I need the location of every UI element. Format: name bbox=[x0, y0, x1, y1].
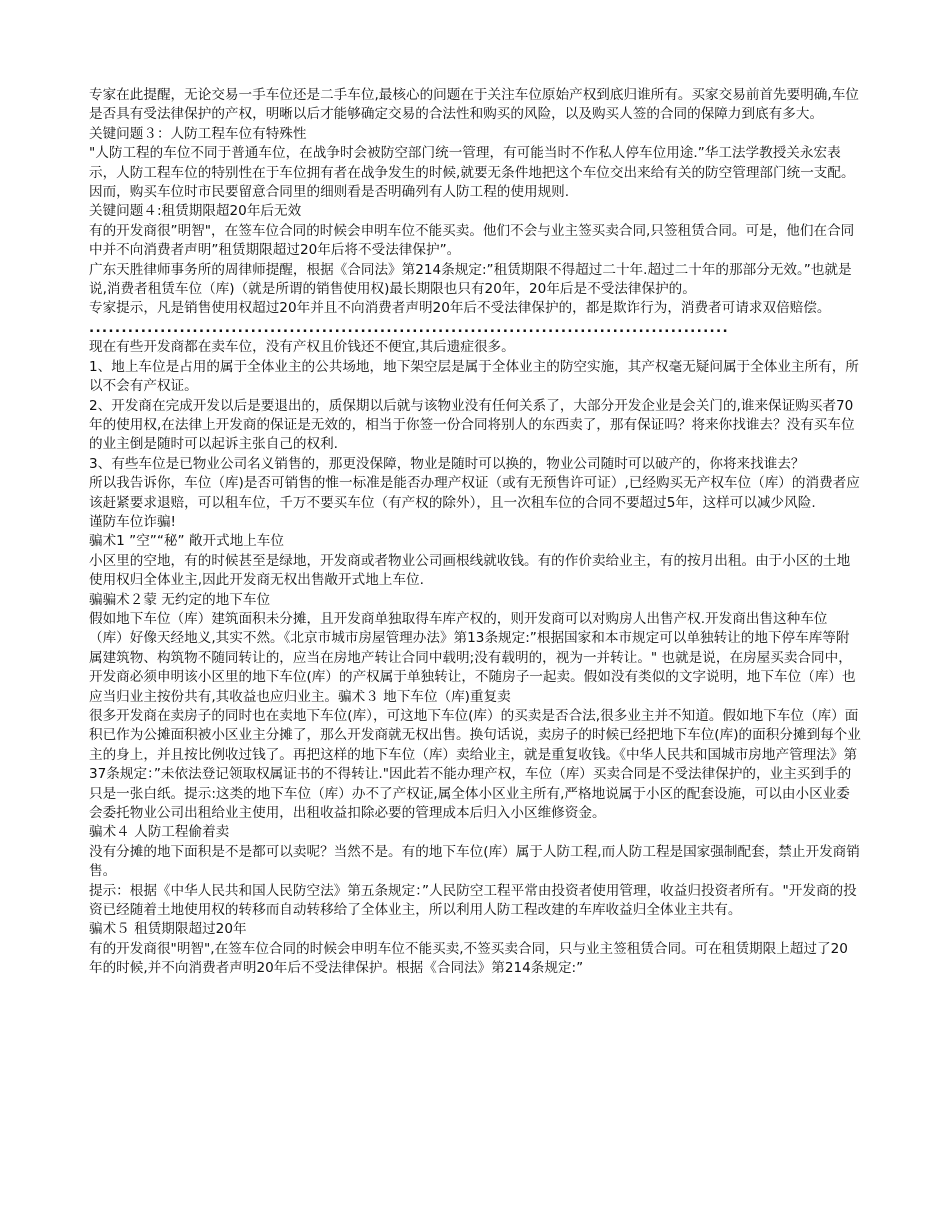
heading-key-issue-3: 关键问题３：人防工程车位有特殊性 bbox=[89, 125, 307, 142]
paragraph-trick-3: 很多开发商在卖房子的同时也在卖地下车位(库），可这地下车位(库）的买卖是否合法,很多业主并不知道。假如地下车位（库）面积已作为公摊面积被小区业主分摊了，那么开发商就无权出售。换句话说，卖房子的时候已经把地下车位(库)的面积分摊到每个业主的身上，并且按比例收过钱了。再把这样的地下车位（库）卖给业主，就是重复收钱。《中华人民共和国城市房地产管理法》第37条规定：”未依法登记领取权属证书的不得转让."因此若不能办理产权，车位（库）买卖合同是不受法律保护的，业主买到手的只是一张白纸。提示:这类的地下车位（库）办不了产权证,属全体小区业主所有,严格地说属于小区的配套设施，可以由小区业委会委托物业公司出租给业主使用，出租收益扣除必要的管理成本后归入小区维修资金。 bbox=[89, 708, 861, 822]
paragraph-civil-defense-parking: "人防工程的车位不同于普通车位，在战争时会被防空部门统一管理，有可能当时不作私人停车位用途.”华工法学教授关永宏表示，人防工程车位的特别性在于车位拥有者在战争发生的时候,就要无条件地把这个车位交出来给有关的防空管理部门统一支配。因而，购买车位时市民要留意合同里的细则看是否明确列有人防工程的使用规则. bbox=[89, 145, 855, 201]
paragraph-expert-reminder: 专家在此提醒，无论交易一手车位还是二手车位,最核心的问题在于关注车位原始产权到底归谁所有。买家交易前首先要明确,车位是否具有受法律保护的产权，明晰以后才能够确定交易的合法性和购买的风险，以及购买人签的合同的保障力到底有多大。 bbox=[89, 87, 859, 123]
heading-beware-fraud: 谨防车位诈骗! bbox=[89, 513, 177, 530]
paragraph-conclusion: 所以我告诉你，车位（库)是否可销售的惟一标准是能否办理产权证（或有无预售许可证）,已经购买无产权车位（库）的消费者应该赶紧要求退赔，可以租车位，千万不要买车位（有产权的除外），且一次租车位的合同不要超过5年，这样可以减少风险. bbox=[89, 475, 860, 511]
heading-trick-4: 骗术４ 人防工程偷着卖 bbox=[89, 824, 230, 841]
paragraph-trick-2: 假如地下车位（库）建筑面积未分摊，且开发商单独取得车库产权的，则开发商可以对购房人出售产权.开发商出售这种车位（库）好像天经地义,其实不然。《北京市城市房屋管理办法》第13条规定:”根据国家和本市规定可以单独转让的地下停车库等附属建筑物、构筑物不随同转让的，应当在房地产转让合同中载明;没有载明的，视为一并转让。" 也就是说，在房屋买卖合同中，开发商必须申明该小区里的地下车位(库）的产权属于单独转让，不随房子一起卖。假如没有类似的文字说明，地下车位（库）也应当归业主按份共有,其收益也应归业主。骗术３ 地下车位（库)重复卖 bbox=[89, 610, 856, 705]
paragraph-trick-4-tip: 提示：根据《中华人民共和国人民防空法》第五条规定：”人民防空工程平常由投资者使用管理，收益归投资者所有。"开发商的投资已经随着土地使用权的转移而自动转移给了全体业主，所以利用人防工程改建的车库收益归全体业主共有。 bbox=[89, 882, 857, 919]
list-item-3: 3、有些车位是已物业公司名义销售的，那更没保障，物业是随时可以换的，物业公司随时可以破产的，你将来找谁去？ bbox=[89, 455, 805, 472]
heading-trick-2: 骗骗术２蒙 无约定的地下车位 bbox=[89, 591, 271, 608]
paragraph-trick-4: 没有分摊的地下面积是不是都可以卖呢？当然不是。有的地下车位(库）属于人防工程,而人防工程是国家强制配套，禁止开发商销售。 bbox=[89, 843, 860, 880]
list-item-1: 1、地上车位是占用的属于全体业主的公共场地，地下架空层是属于全体业主的防空实施，其产权毫无疑问属于全体业主所有，所以不会有产权证。 bbox=[89, 358, 859, 395]
paragraph-trick-1: 小区里的空地，有的时候甚至是绿地，开发商或者物业公司画根线就收钱。有的作价卖给业主，有的按月出租。由于小区的土地使用权归全体业主,因此开发商无权出售敞开式地上车位. bbox=[89, 552, 851, 589]
paragraph-trick-5: 有的开发商很"明智",在签车位合同的时候会申明车位不能买卖,不签买卖合同，只与业主签租赁合同。可在租赁期限上超过了20年的时候,并不向消费者声明20年后不受法律保护。根据《合同法》第214条规定:” bbox=[89, 940, 848, 977]
paragraph-lawyer-reminder: 广东天胜律师事务所的周律师提醒，根据《合同法》第214条规定:”租赁期限不得超过二十年.超过二十年的那部分无效。”也就是说,消费者租赁车位（库)（就是所谓的销售使用权)最长期限也只有20年，20年后是不受法律保护的。 bbox=[89, 261, 852, 298]
paragraph-expert-tip: 专家提示，凡是销售使用权超过20年并且不向消费者声明20年后不受法律保护的，都是欺诈行为，消费者可请求双倍赔偿。 bbox=[89, 300, 831, 317]
paragraph-intro-no-title: 现在有些开发商都在卖车位，没有产权且价钱还不便宜,其后遗症很多。 bbox=[89, 339, 515, 356]
dotted-separator: ................................................................................................... bbox=[89, 319, 729, 336]
heading-trick-1: 骗术1 ”空”“秘” 敞开式地上车位 bbox=[89, 533, 284, 550]
document-body bbox=[89, 86, 861, 979]
paragraph-smart-developer: 有的开发商很”明智"，在签车位合同的时候会申明车位不能买卖。他们不会与业主签买卖合同,只签租赁合同。可是，他们在合同中并不向消费者声明”租赁期限超过20年后将不受法律保护”。 bbox=[89, 222, 855, 259]
list-item-2: 2、开发商在完成开发以后是要退出的，质保期以后就与该物业没有任何关系了，大部分开发企业是会关门的,谁来保证购买者70年的使用权,在法律上开发商的保证是无效的，相当于你签一份合同将别人的东西卖了，那有保证吗？将来你找谁去？没有买车位的业主倒是随时可以起诉主张自己的权利. bbox=[89, 397, 855, 453]
heading-key-issue-4: 关键问题４:租赁期限超20年后无效 bbox=[89, 203, 302, 220]
heading-trick-5: 骗术５ 租赁期限超过20年 bbox=[89, 921, 247, 938]
